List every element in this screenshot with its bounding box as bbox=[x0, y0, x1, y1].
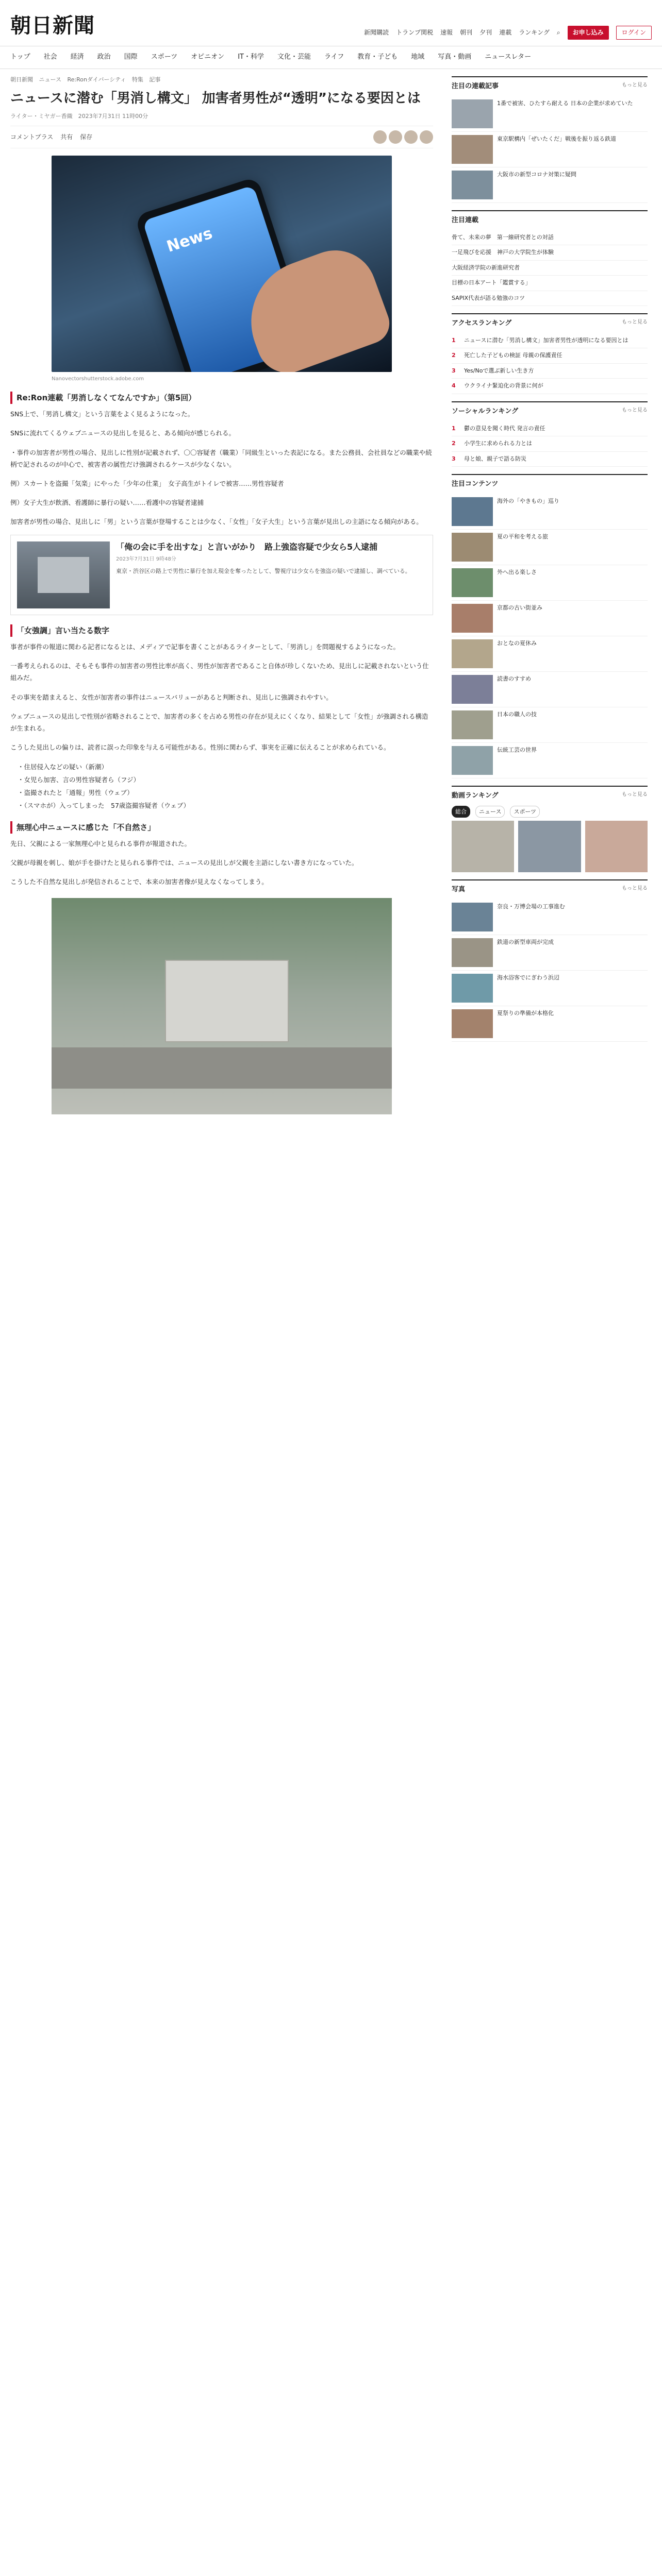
section-title: 注目の連載記事 bbox=[452, 82, 499, 90]
nav-photo-video[interactable]: 写真・動画 bbox=[438, 53, 472, 61]
breadcrumb-item[interactable]: ニュース bbox=[39, 76, 61, 83]
section-title: アクセスランキング bbox=[452, 319, 512, 328]
list-item[interactable]: 1番で被害、ひたすら耐える 日本の企業が求めていた bbox=[452, 96, 648, 132]
article-byline: ライター・ミヤガー香織 2023年7月31日 11時00分 bbox=[10, 112, 148, 120]
list-item: ・（スマホが）入ってしまった 57歳盗撮容疑者（ウェブ） bbox=[18, 802, 190, 810]
paragraph: 例）女子大生が飲酒、看護師に暴行の疑い……看護中の容疑者逮捕 bbox=[10, 498, 204, 506]
more-link[interactable]: もっと見る bbox=[622, 407, 648, 413]
nav-society[interactable]: 社会 bbox=[43, 53, 57, 61]
list-item[interactable]: 大阪経済学院の新進研究者 bbox=[452, 261, 648, 276]
section-title: ソーシャルランキング bbox=[452, 407, 519, 415]
paragraph: こうした見出しの偏りは、読者に誤った印象を与える可能性がある。性別に関わらず、事実を正確に伝えることが求められている。 bbox=[10, 743, 390, 751]
list-item[interactable]: 2 小学生に求められる力とは bbox=[452, 436, 648, 452]
video-ranking-box bbox=[452, 786, 648, 872]
access-ranking-box bbox=[452, 313, 648, 394]
article-tools bbox=[10, 126, 433, 148]
nav-life[interactable]: ライフ bbox=[324, 53, 344, 61]
ranking-box bbox=[452, 76, 648, 203]
login-button[interactable]: ログイン bbox=[616, 26, 652, 40]
feature-box bbox=[452, 210, 648, 306]
main-nav bbox=[0, 46, 662, 69]
list-item[interactable]: 外へ出る楽しさ bbox=[452, 565, 648, 601]
nav-education[interactable]: 教育・子ども bbox=[357, 53, 398, 61]
more-link[interactable]: もっと見る bbox=[622, 319, 648, 326]
subscribe-button[interactable]: お申し込み bbox=[568, 26, 609, 40]
share-button[interactable]: 共有 bbox=[60, 133, 73, 141]
breadcrumb-item: 記事 bbox=[149, 76, 161, 83]
list-item[interactable]: 4 ウクライナ緊迫化の背景に何が bbox=[452, 379, 648, 394]
top-link-morning[interactable]: 朝刊 bbox=[460, 29, 473, 36]
list-item: ・盗撮されたと「通報」男性（ウェブ） bbox=[18, 789, 134, 797]
article-main bbox=[10, 69, 433, 1125]
video-thumbnails[interactable] bbox=[452, 821, 648, 872]
more-link[interactable]: もっと見る bbox=[622, 791, 648, 798]
paragraph: 例）スカートを盗撮「気楽」にやった「少年の仕業」 女子高生がトイレで被害……男性容疑者 bbox=[10, 479, 284, 487]
list-item[interactable]: 海外の「やきもの」巡り bbox=[452, 494, 648, 530]
list-item[interactable]: 夏祭りの準備が本格化 bbox=[452, 1006, 648, 1042]
subheading: 無理心中ニュースに感じた「不自然さ」 bbox=[10, 821, 433, 834]
nav-it-science[interactable]: IT・科学 bbox=[238, 53, 264, 61]
nav-economy[interactable]: 経済 bbox=[70, 53, 84, 61]
series-heading: Re:Ron連載「男消しなくてなんですか」（第5回） bbox=[10, 392, 433, 404]
section-title: 注目コンテンツ bbox=[452, 480, 499, 488]
embedded-text: 東京・渋谷区の路上で男性に暴行を加え現金を奪ったとして、警視庁は少女らを強盗の疑いで逮捕し、調べている。 bbox=[116, 567, 411, 574]
paragraph: SNSに流れてくるウェブニュースの見出しを見ると、ある傾向が感じられる。 bbox=[10, 429, 235, 437]
paragraph: 先日、父親による一家無理心中と見られる事件が報道された。 bbox=[10, 840, 191, 848]
more-link[interactable]: もっと見る bbox=[622, 886, 648, 892]
video-tabs bbox=[452, 806, 648, 818]
embedded-article-card[interactable] bbox=[10, 535, 433, 615]
list-item[interactable]: 京都の古い街並み bbox=[452, 601, 648, 636]
paragraph: 父親が母親を刺し、娘が手を掛けたと見られる事件では、ニュースの見出しが父親を主語にしない書き方になっていた。 bbox=[10, 859, 358, 867]
list-item[interactable]: おとなの夏休み bbox=[452, 636, 648, 672]
sidebar bbox=[452, 69, 648, 1125]
list-item[interactable]: 3 母と娘、親子で語る防災 bbox=[452, 452, 648, 467]
embedded-thumbnail bbox=[17, 541, 110, 608]
top-header bbox=[0, 0, 662, 46]
nav-international[interactable]: 国際 bbox=[124, 53, 138, 61]
top-link-series[interactable]: 連載 bbox=[499, 29, 512, 36]
nav-newsletter[interactable]: ニュースレター bbox=[485, 53, 532, 61]
list-item[interactable]: 目標の日本アート「鑑賞する」 bbox=[452, 276, 648, 291]
list-item[interactable]: 大阪市の新型コロナ対策に疑問 bbox=[452, 167, 648, 203]
list-item[interactable]: 東京駅構内「ぜいたくだ」戦後を振り返る鉄道 bbox=[452, 132, 648, 167]
paragraph: ・事件の加害者が男性の場合、見出しに性別が記載されず、〇〇容疑者（職業）「同級生といった表記になる。また公務員、会社員などの職業や続柄で記されるのが中心で、被害者の属性だけ強調されるケースが少なくない。 bbox=[10, 448, 432, 468]
top-links bbox=[364, 26, 652, 40]
top-link-ranking[interactable]: ランキング bbox=[519, 29, 550, 36]
example-list bbox=[18, 760, 433, 812]
search-icon[interactable]: ⌕ bbox=[556, 29, 560, 36]
nav-region[interactable]: 地域 bbox=[411, 53, 425, 61]
commenter-avatars[interactable] bbox=[373, 130, 433, 144]
paragraph: 事者が事件の報道に関わる記者になるとは、メディアで記事を書くことがあるライターとして、「男消し」を問題視するようになった。 bbox=[10, 643, 400, 651]
breadcrumb-item[interactable]: Re:Ronダイバーシティ bbox=[67, 76, 126, 83]
list-item[interactable]: 伝統工芸の世界 bbox=[452, 743, 648, 778]
section-title: 動画ランキング bbox=[452, 791, 499, 800]
list-item[interactable]: 一足飛びを応援 神戸の大学院生が体験 bbox=[452, 245, 648, 261]
section-title: 写真 bbox=[452, 886, 466, 894]
list-item[interactable]: 1 ニュースに潜む「男消し構文」加害者男性が透明になる要因とは bbox=[452, 333, 648, 349]
tab-news[interactable]: ニュース bbox=[475, 806, 505, 818]
list-item[interactable]: 読書のすすめ bbox=[452, 672, 648, 707]
tab-sports[interactable]: スポーツ bbox=[510, 806, 540, 818]
more-link[interactable]: もっと見る bbox=[622, 82, 648, 88]
nav-sports[interactable]: スポーツ bbox=[151, 53, 178, 61]
article-title: ニュースに潜む「男消し構文」 加害者男性が“透明”になる要因とは bbox=[10, 90, 421, 106]
paragraph: 一番考えられるのは、そもそも事件の加害者の男性比率が高く、男性が加害者であること自体が珍しくないため、見出しに記載されないという仕組みだ。 bbox=[10, 662, 429, 682]
list-item[interactable]: 1 鬱の意見を聞く時代 発言の責任 bbox=[452, 421, 648, 437]
pickup-box bbox=[452, 474, 648, 778]
site-logo[interactable]: 朝日新聞 bbox=[10, 13, 95, 38]
breadcrumb-item[interactable]: 特集 bbox=[131, 76, 143, 83]
subheading: 「女強調」言い当たる数字 bbox=[10, 624, 433, 637]
photo-box bbox=[452, 879, 648, 1042]
nav-opinion[interactable]: オピニオン bbox=[191, 53, 225, 61]
top-link-evening[interactable]: 夕刊 bbox=[479, 29, 492, 36]
paragraph: ウェブニュースの見出しで性別が省略されることで、加害者の多くを占める男性の存在が見えにくくなり、結果として「女性」が強調される構造が生まれる。 bbox=[10, 712, 428, 732]
embedded-meta: 2023年7月31日 9時48分 bbox=[116, 556, 176, 562]
top-link-breaking[interactable]: 速報 bbox=[440, 29, 453, 36]
embedded-title[interactable]: 「俺の会に手を出すな」と言いがかり 路上強盗容疑で少女ら5人逮捕 bbox=[116, 542, 378, 552]
hero-caption: Nanovectorshutterstock.adobe.com bbox=[52, 376, 144, 382]
list-item[interactable]: 奈良・万博会場の工事進む bbox=[452, 900, 648, 935]
paragraph: その事実を踏まえると、女性が加害者の事件はニュースバリューがあると判断され、見出しに強調されやすい。 bbox=[10, 693, 333, 701]
breadcrumb bbox=[10, 69, 433, 88]
paragraph: 加害者が男性の場合、見出しに「男」という言葉が登場することは少なく、「女性」「女子大生」という言葉が見出しの主語になる傾向がある。 bbox=[10, 518, 423, 526]
list-item: ・女児ら加害、言の男性容疑者ら（フジ） bbox=[18, 776, 140, 784]
save-button[interactable]: 保存 bbox=[80, 133, 93, 141]
nav-politics[interactable]: 政治 bbox=[97, 53, 111, 61]
list-item[interactable]: 日本の職人の技 bbox=[452, 707, 648, 743]
top-link-subscribe-paper[interactable]: 新聞購読 bbox=[364, 29, 389, 36]
list-item[interactable]: 3 Yes/Noで選ぶ新しい生き方 bbox=[452, 364, 648, 379]
comment-plus-button[interactable]: コメントプラス bbox=[10, 133, 54, 141]
list-item: ・住居侵入などの疑い（新潮） bbox=[18, 763, 108, 771]
breadcrumb-item[interactable]: 朝日新聞 bbox=[10, 76, 33, 83]
tab-all[interactable]: 総合 bbox=[452, 806, 470, 818]
list-item[interactable]: 夏の平和を考える旅 bbox=[452, 530, 648, 565]
bottom-photo bbox=[52, 898, 392, 1114]
paragraph: SNS上で、「男消し構文」という言葉をよく見るようになった。 bbox=[10, 410, 194, 418]
hero-image: News bbox=[52, 156, 392, 372]
top-link-tariff[interactable]: トランプ関税 bbox=[396, 29, 434, 36]
nav-top[interactable]: トップ bbox=[10, 53, 30, 61]
paragraph: こうした不自然な見出しが発信されることで、本来の加害者像が見えなくなってしまう。 bbox=[10, 878, 268, 886]
section-title: 注目連載 bbox=[452, 216, 479, 224]
list-item[interactable]: 骨て、未来の夢 第一線研究者との対話 bbox=[452, 230, 648, 246]
list-item[interactable]: 海水浴客でにぎわう浜辺 bbox=[452, 971, 648, 1006]
social-ranking-box bbox=[452, 401, 648, 467]
list-item[interactable]: 鉄道の新型車両が完成 bbox=[452, 935, 648, 971]
list-item[interactable]: SAPIX代表が語る勉強のコツ bbox=[452, 291, 648, 307]
nav-culture[interactable]: 文化・芸能 bbox=[277, 53, 311, 61]
list-item[interactable]: 2 死亡した子どもの検証 母親の保護責任 bbox=[452, 348, 648, 364]
